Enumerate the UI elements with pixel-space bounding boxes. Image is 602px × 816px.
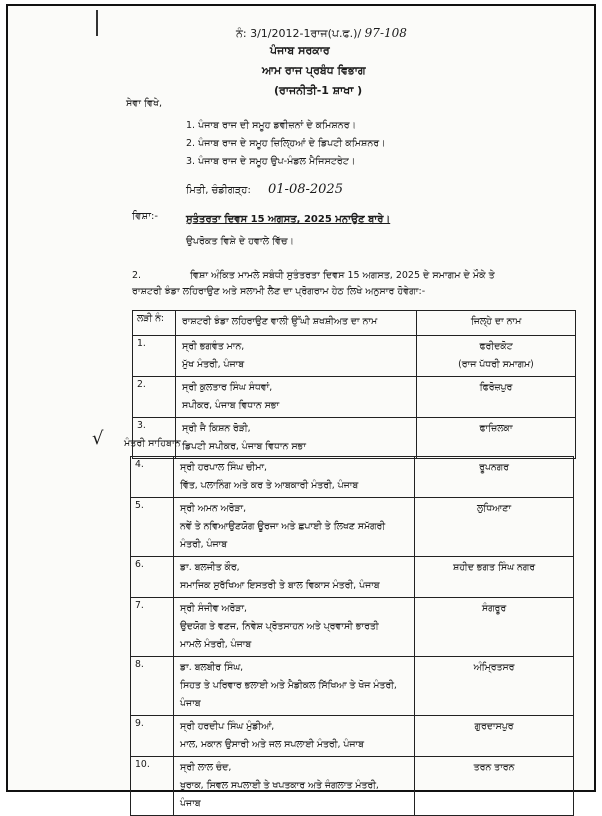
person-designation-cont: ਪੰਜਾਬ — [180, 798, 201, 809]
table-row — [131, 757, 574, 816]
reference-number — [236, 26, 407, 41]
person-designation: ਡਿਪਟੀ ਸਪੀਕਰ, ਪੰਜਾਬ ਵਿਧਾਨ ਸਭਾ — [182, 441, 306, 452]
addressee-1: 1. ਪੰਜਾਬ ਰਾਜ ਦੀ ਸਮੂਹ ਡਵੀਜ਼ਨਾਂ ਦੇ ਕਮਿਸ਼ਨਰ। — [186, 120, 356, 131]
row-serial: 9. — [131, 716, 174, 757]
district-note: (ਰਾਜ ਪੱਧਰੀ ਸਮਾਗਮ) — [458, 359, 534, 370]
row-person — [174, 757, 415, 816]
person-designation: ਮੁੱਖ ਮੰਤਰੀ, ਪੰਜਾਬ — [182, 359, 245, 370]
date-handwritten: 01-08-2025 — [268, 182, 343, 197]
ministers-heading: ਮੰਤਰੀ ਸਾਹਿਬਾਨ — [124, 438, 181, 449]
person-name: ਡਾ. ਬਲਬੀਰ ਸਿੰਘ, — [180, 662, 244, 673]
row-serial: 6. — [131, 557, 174, 598]
table-row — [133, 377, 576, 418]
row-person — [176, 418, 417, 459]
district-name: ਸੰਗਰੂਰ — [415, 598, 574, 657]
person-designation: ਨਵੇਂ ਤੇ ਨਵਿਆਉਣਯੋਗ ਊਰਜਾ ਅਤੇ ਛਪਾਈ ਤੇ ਲਿਖਣ ਸਮੱਗਰੀ — [180, 521, 386, 532]
person-designation: ਸਪੀਕਰ, ਪੰਜਾਬ ਵਿਧਾਨ ਸਭਾ — [182, 400, 280, 411]
header-person: ਰਾਸ਼ਟਰੀ ਝੰਡਾ ਲਹਿਰਾਉਣ ਵਾਲੀ ਉੱਘੀ ਸ਼ਖਸ਼ੀਅਤ ਦਾ ਨਾਮ — [176, 311, 417, 336]
header-district: ਜਿਲ੍ਹੇ ਦਾ ਨਾਮ — [417, 311, 576, 336]
table-row — [131, 457, 574, 498]
person-designation-cont: ਪੰਜਾਬ — [180, 698, 201, 709]
row-person — [174, 557, 415, 598]
subject-text: ਸੁਤੰਤਰਤਾ ਦਿਵਸ 15 ਅਗਸਤ, 2025 ਮਨਾਉਣ ਬਾਰੇ। — [186, 214, 391, 225]
person-name: ਸ੍ਰੀ ਸੰਜੀਵ ਅਰੋੜਾ, — [180, 603, 247, 614]
paragraph-text-cont: ਰਾਸ਼ਟਰੀ ਝੰਡਾ ਲਹਿਰਾਉਣ ਅਤੇ ਸਲਾਮੀ ਲੈਣ ਦਾ ਪ੍ਰੋਗਰਾਮ ਹੇਠ ਲਿਖੇ ਅਨੁਸਾਰ ਹੋਵੇਗਾ:- — [132, 286, 426, 297]
table-row — [131, 716, 574, 757]
person-name: ਸ੍ਰੀ ਲਾਲ ਚੰਦ, — [180, 762, 232, 773]
person-designation-cont: ਮੰਤਰੀ, ਪੰਜਾਬ — [180, 539, 228, 550]
date-label: ਮਿਤੀ, ਚੰਡੀਗੜ੍ਹ: — [186, 185, 251, 196]
person-name: ਸ੍ਰੀ ਹਰਦੀਪ ਸਿੰਘ ਮੁੰਡੀਆਂ, — [180, 721, 275, 732]
district-name: ਸ਼ਹੀਦ ਭਗਤ ਸਿੰਘ ਨਗਰ — [415, 557, 574, 598]
salutation: ਸੇਵਾ ਵਿਖੇ, — [126, 98, 163, 109]
row-person — [176, 377, 417, 418]
handwritten-check-mark: √ — [92, 428, 104, 449]
row-serial: 5. — [131, 498, 174, 557]
schedule-table-top — [132, 310, 576, 459]
margin-mark — [96, 10, 98, 36]
reference-handwritten: 97-108 — [364, 26, 407, 40]
person-designation: ਸਿਹਤ ਤੇ ਪਰਿਵਾਰ ਭਲਾਈ ਅਤੇ ਮੈਡੀਕਲ ਸਿੱਖਿਆ ਤੇ ਖੋਜ ਮੰਤਰੀ, — [180, 680, 397, 691]
table-row — [133, 336, 576, 377]
person-designation: ਵਿੱਤ, ਪਲਾਨਿੰਗ ਅਤੇ ਕਰ ਤੇ ਆਬਕਾਰੀ ਮੰਤਰੀ, ਪੰਜਾਬ — [180, 480, 359, 491]
row-person — [174, 657, 415, 716]
person-name: ਸ੍ਰੀ ਭਗਵੰਤ ਮਾਨ, — [182, 341, 245, 352]
row-person — [174, 457, 415, 498]
row-person — [174, 498, 415, 557]
person-designation: ਉਦਯੋਗ ਤੇ ਵਣਜ, ਨਿਵੇਸ਼ ਪ੍ਰੋਤਸਾਹਨ ਅਤੇ ਪ੍ਰਵਾਸੀ ਭਾਰਤੀ — [180, 621, 379, 632]
row-person — [174, 598, 415, 657]
branch-title: (ਰਾਜਨੀਤੀ-1 ਸ਼ਾਖਾ ) — [274, 84, 363, 97]
table-row — [131, 498, 574, 557]
department-title: ਆਮ ਰਾਜ ਪ੍ਰਬੰਧ ਵਿਭਾਗ — [262, 64, 366, 77]
person-designation-cont: ਮਾਮਲੇ ਮੰਤਰੀ, ਪੰਜਾਬ — [180, 639, 252, 650]
district-name: ਫਾਜ਼ਿਲਕਾ — [479, 423, 513, 434]
person-name: ਸ੍ਰੀ ਅਮਨ ਅਰੋੜਾ, — [180, 503, 247, 514]
district-name: ਤਰਨ ਤਾਰਨ — [415, 757, 574, 816]
date-line — [186, 182, 343, 197]
person-designation: ਮਾਲ, ਮਕਾਨ ਉਸਾਰੀ ਅਤੇ ਜਲ ਸਪਲਾਈ ਮੰਤਰੀ, ਪੰਜਾਬ — [180, 739, 364, 750]
subject-label: ਵਿਸ਼ਾ:- — [132, 211, 158, 222]
table-row — [131, 557, 574, 598]
paragraph-number: 2. — [132, 270, 142, 281]
paragraph-text: ਵਿਸ਼ਾ ਅੰਕਿਤ ਮਾਮਲੇ ਸਬੰਧੀ ਸੁਤੰਤਰਤਾ ਦਿਵਸ 15 ਅਗਸਤ, 2025 ਦੇ ਸਮਾਗਮ ਦੇ ਮੌਕੇ ਤੇ — [190, 270, 495, 281]
header-serial: ਲੜੀ ਨੰ: — [133, 311, 176, 336]
district-name: ਲੁਧਿਆਣਾ — [415, 498, 574, 557]
district-name: ਫਿਰੋਜ਼ਪੁਰ — [479, 382, 513, 393]
district-name: ਗੁਰਦਾਸਪੁਰ — [415, 716, 574, 757]
addressee-2: 2. ਪੰਜਾਬ ਰਾਜ ਦੇ ਸਮੂਹ ਜ਼ਿਲ੍ਹਿਆਂ ਦੇ ਡਿਪਟੀ ਕਮਿਸ਼ਨਰ। — [186, 138, 386, 149]
person-name: ਸ੍ਰੀ ਕੁਲਤਾਰ ਸਿੰਘ ਸੰਧਵਾਂ, — [182, 382, 273, 393]
row-person — [176, 336, 417, 377]
table-row — [133, 418, 576, 459]
table-header-row — [133, 311, 576, 336]
row-serial: 2. — [133, 377, 176, 418]
row-person — [174, 716, 415, 757]
person-name: ਸ੍ਰੀ ਜੈ ਕਿਸ਼ਨ ਰੋੜੀ, — [182, 423, 251, 434]
row-district — [417, 336, 576, 377]
schedule-table-ministers — [130, 456, 574, 816]
row-serial: 8. — [131, 657, 174, 716]
person-designation: ਖੁਰਾਕ, ਸਿਵਲ ਸਪਲਾਈ ਤੇ ਖਪਤਕਾਰ ਅਤੇ ਜੰਗਲਾਤ ਮੰਤਰੀ, — [180, 780, 379, 791]
person-name: ਡਾ. ਬਲਜੀਤ ਕੌਰ, — [180, 562, 240, 573]
row-serial: 3. — [133, 418, 176, 459]
row-serial: 1. — [133, 336, 176, 377]
row-district — [417, 418, 576, 459]
reference-prefix: ਨੰ: 3/1/2012-1ਰਾਜ(ਪ.ਫ.)/ — [236, 27, 362, 40]
person-name: ਸ੍ਰੀ ਹਰਪਾਲ ਸਿੰਘ ਚੀਮਾ, — [180, 462, 267, 473]
addressee-3: 3. ਪੰਜਾਬ ਰਾਜ ਦੇ ਸਮੂਹ ਉਪ-ਮੰਡਲ ਮੈਜਿਸਟਰੇਟ। — [186, 156, 356, 167]
row-district — [417, 377, 576, 418]
reference-line: ਉਪਰੋਕਤ ਵਿਸ਼ੇ ਦੇ ਹਵਾਲੇ ਵਿੱਚ। — [186, 236, 294, 247]
district-name: ਅੰਮ੍ਰਿਤਸਰ — [415, 657, 574, 716]
district-name: ਫਰੀਦਕੋਟ — [479, 341, 513, 352]
row-serial: 7. — [131, 598, 174, 657]
table-row — [131, 598, 574, 657]
government-title: ਪੰਜਾਬ ਸਰਕਾਰ — [270, 44, 330, 57]
district-name: ਰੂਪਨਗਰ — [415, 457, 574, 498]
row-serial: 4. — [131, 457, 174, 498]
table-row — [131, 657, 574, 716]
person-designation: ਸਮਾਜਿਕ ਸੁਰੱਖਿਆ ਇਸਤਰੀ ਤੇ ਬਾਲ ਵਿਕਾਸ ਮੰਤਰੀ, ਪੰਜਾਬ — [180, 580, 380, 591]
row-serial: 10. — [131, 757, 174, 816]
